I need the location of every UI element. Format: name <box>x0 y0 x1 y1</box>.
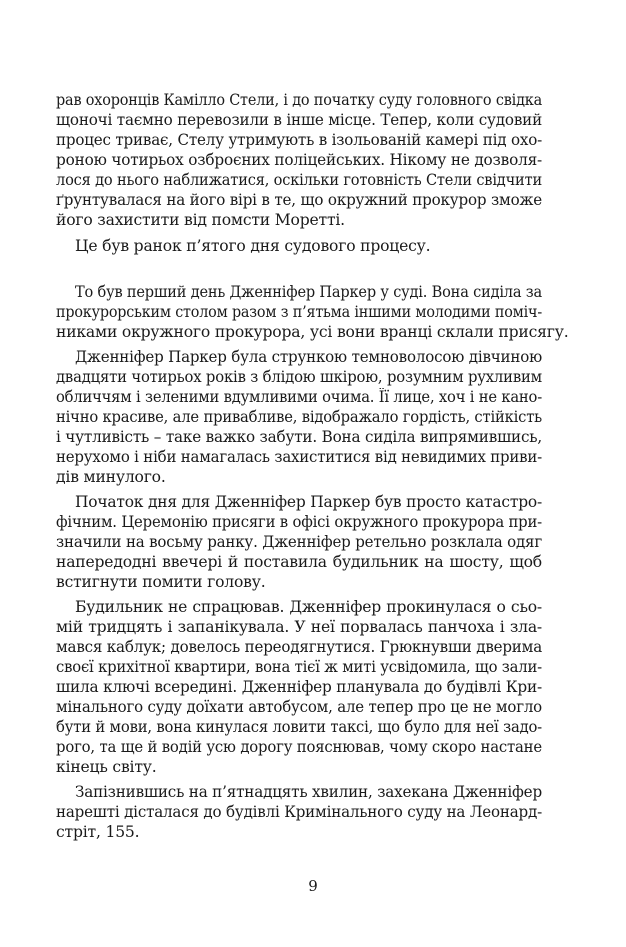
text-line: його захистити від помсти Моретті. <box>56 211 345 229</box>
text-line: прокурорським столом разом з п’ятьма іншими молодими поміч- <box>56 303 542 321</box>
text-line: мій тридцять і запанікувала. У неї порвалась панчоха і зла- <box>56 618 542 636</box>
text-line: і чутливість – таке важко забути. Вона сиділа випрямившись, <box>56 428 542 446</box>
text-line: Запізнившись на п’ятнадцять хвилин, захекана Дженніфер <box>75 783 542 801</box>
text-line: своєї крихітної квартири, вона тієї ж миті усвідомила, що зали- <box>56 658 542 676</box>
text-line: роною чотирьох озброєних поліцейських. Нікому не дозволя- <box>56 151 542 169</box>
text-line: лося до нього наближатися, оскільки готовність Стели свідчити <box>56 171 542 189</box>
text-line: шила ключі всередині. Дженніфер планувала до будівлі Кри- <box>56 678 542 696</box>
text-line: бути й мови, вона кинулася ловити таксі, що було для неї задо- <box>56 718 542 736</box>
text-line: нерухомо і ніби намагалась захиститися від невидимих приви- <box>56 448 542 466</box>
text-line: дів минулого. <box>56 468 166 486</box>
page-number: 9 <box>308 877 318 895</box>
text-line: щоночі таємно перевозили в інше місце. Тепер, коли судовий <box>56 111 542 129</box>
text-line: двадцяти чотирьох років з блідою шкірою, розумним рухливим <box>56 368 542 386</box>
text-line: никами окружного прокурора, усі вони вранці склали присягу. <box>56 323 569 341</box>
text-line: нарешті дісталася до будівлі Кримінального суду на Леонард- <box>56 803 542 821</box>
text-line: фічним. Церемонію присяги в офісі окружного прокурора при- <box>56 513 542 531</box>
text-line: рого, та ще й водій усю дорогу пояснював, чому скоро настане <box>56 738 542 756</box>
text-line: напередодні ввечері й поставила будильник на шосту, щоб <box>56 553 542 571</box>
text-line: Дженніфер Паркер була стрункою темноволосою дівчиною <box>75 348 542 366</box>
text-line: рав охоронців Камілло Стели, і до початку суду головного свідка <box>56 91 542 109</box>
text-line: мінального суду доїхати автобусом, але тепер про це не могло <box>56 698 542 716</box>
text-line: мався каблук; довелось переодягнутися. Грюкнувши дверима <box>56 638 542 656</box>
text-line: Початок дня для Дженніфер Паркер був просто катастро- <box>75 493 542 511</box>
text-line: процес триває, Стелу утримують в ізольованій камері під охо- <box>56 131 542 149</box>
text-line: То був перший день Дженніфер Паркер у суді. Вона сиділа за <box>75 283 542 301</box>
text-line: встигнути помити голову. <box>56 573 266 591</box>
text-line: Це був ранок п’ятого дня судового процесу. <box>75 237 431 255</box>
text-line: нічно красиве, але привабливе, відображало гордість, стійкість <box>56 408 542 426</box>
text-line: кінець світу. <box>56 758 157 776</box>
text-line: стріт, 155. <box>56 823 140 841</box>
text-line: ґрунтувалася на його вірі в те, що окружний прокурор зможе <box>56 191 542 209</box>
text-line: обличчям і зеленими вдумливими очима. Її лице, хоч і не кано- <box>56 388 542 406</box>
text-line: значили на восьму ранку. Дженніфер ретельно розклала одяг <box>56 533 542 551</box>
text-line: Будильник не спрацював. Дженніфер прокинулася о сьо- <box>75 598 542 616</box>
